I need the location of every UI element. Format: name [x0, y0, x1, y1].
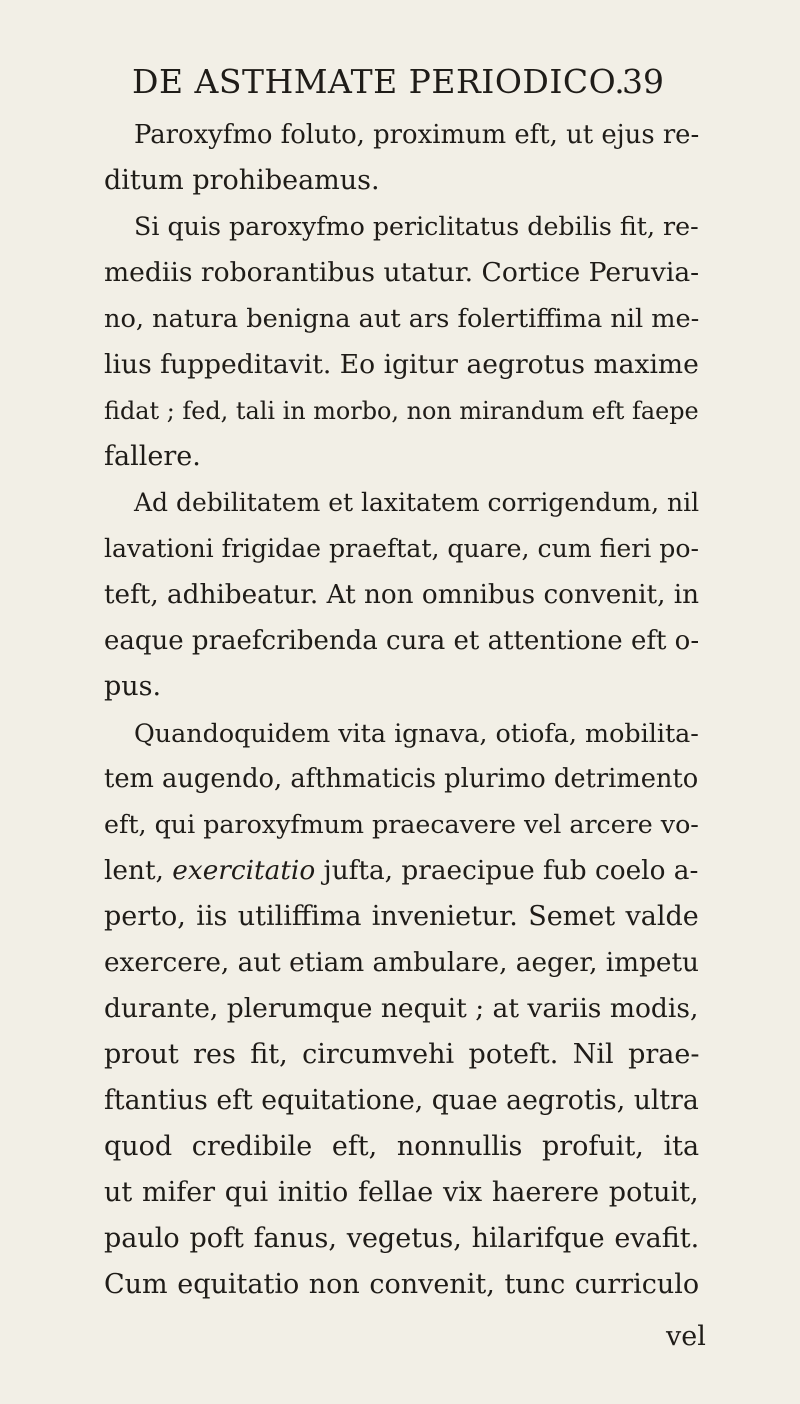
page-header [0, 62, 800, 112]
catchword: vel [666, 1321, 706, 1352]
text-line-segment: lent, [104, 856, 173, 886]
text-line: ftantius eft equitatione, quae aegrotis, ultra [104, 1085, 699, 1116]
text-line: fallere. [104, 441, 201, 472]
text-line: paulo poft fanus, vegetus, hilarifque evafit. [104, 1223, 700, 1254]
text-line: eaque praefcribenda cura et attentione eft o- [104, 626, 700, 656]
text-line: no, natura benigna aut ars folertiffima nil me- [104, 304, 700, 334]
text-line: prout res fit, circumvehi poteft. Nil prae- [104, 1039, 700, 1070]
text-line: ditum prohibeamus. [104, 165, 380, 196]
text-line: Paroxyfmo foluto, proximum eft, ut ejus re- [134, 120, 700, 150]
text-line: ut mifer qui initio fellae vix haerere potuit, [104, 1177, 699, 1208]
text-line: tem augendo, afthmaticis plurimo detrimento [104, 764, 699, 794]
page-number: 39 [622, 62, 664, 101]
text-line: mediis roborantibus utatur. Cortice Peruvia- [104, 257, 700, 288]
text-line: exercere, aut etiam ambulare, aeger, impetu [104, 948, 699, 978]
text-line: lius fuppeditavit. Eo igitur aegrotus maxime [104, 349, 699, 380]
text-line: eft, qui paroxyfmum praecavere vel arcere vo- [104, 810, 699, 839]
text-line: fidat ; fed, tali in morbo, non mirandum eft faepe [104, 397, 699, 425]
text-line: quod credibile eft, nonnullis profuit, ita [104, 1131, 700, 1162]
text-line [104, 854, 698, 888]
text-line: durante, plerumque nequit ; at variis modis, [104, 993, 699, 1024]
text-line-segment: jufta, praecipue fub coelo a- [315, 856, 699, 886]
text-line: Cum equitatio non convenit, tunc curriculo [104, 1269, 700, 1300]
running-head: DE ASTHMATE PERIODICO. [132, 62, 626, 101]
text-line: Ad debilitatem et laxitatem corrigendum, nil [134, 488, 700, 517]
text-line: perto, iis utiliffima invenietur. Semet valde [104, 901, 699, 932]
text-line: lavationi frigidae praeftat, quare, cum fieri po- [104, 534, 699, 563]
text-line: pus. [104, 671, 162, 702]
text-line: teft, adhibeatur. At non omnibus convenit, in [104, 580, 700, 610]
italic-word: exercitatio [172, 856, 316, 886]
text-line: Si quis paroxyfmo periclitatus debilis fit, re- [134, 212, 699, 241]
text-line: Quandoquidem vita ignava, otiofa, mobilita- [134, 718, 699, 748]
